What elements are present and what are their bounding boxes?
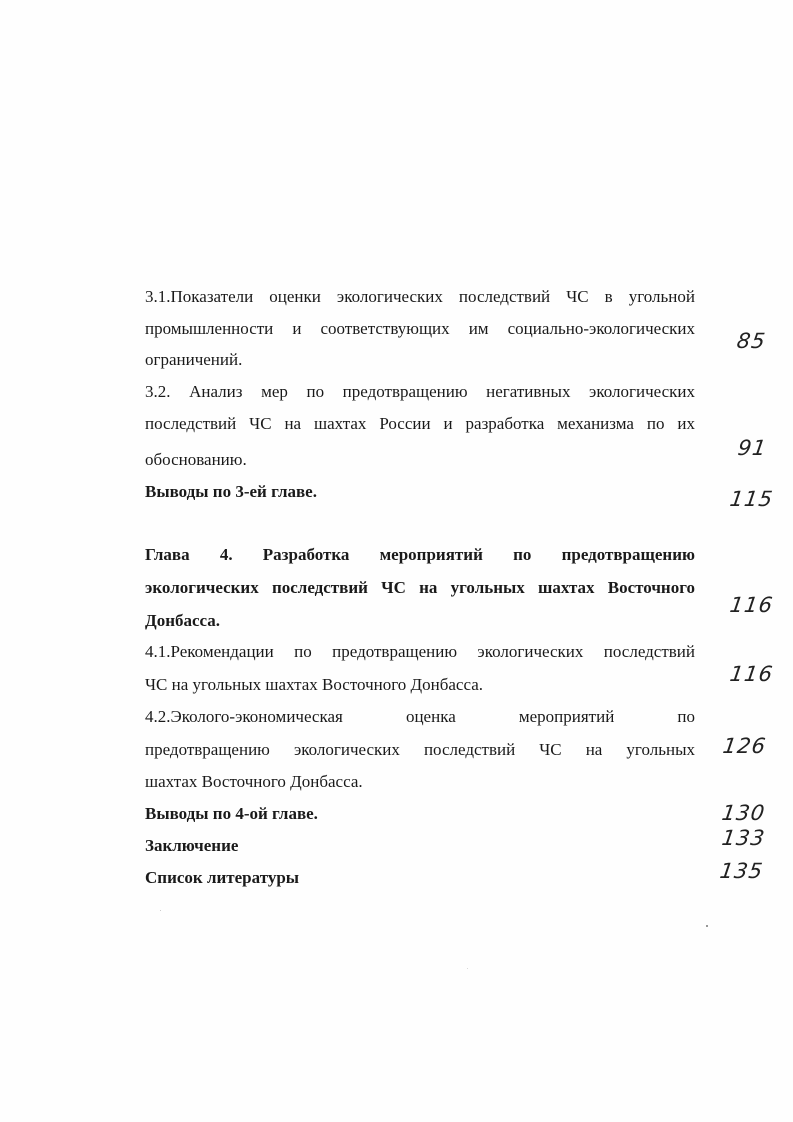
toc-4-1-line-2: ЧС на угольных шахтах Восточного Донбасса.: [145, 675, 484, 694]
toc-3-2-line-2: последствий ЧС на шахтах России и разработка механизма по их: [145, 414, 695, 433]
scan-speck: [706, 925, 708, 927]
scan-speck: [160, 910, 161, 911]
toc-chapter-4-line-1: Глава 4. Разработка мероприятий по предотвращению: [145, 545, 695, 564]
toc-4-2-line-2: предотвращению экологических последствий ЧС на угольных: [145, 740, 695, 759]
toc-conclusion-page-number: 133: [720, 826, 767, 850]
toc-4-2-line-1: 4.2.Эколого-экономическая оценка мероприятий по: [145, 707, 695, 726]
toc-chapter-4-line-2: экологических последствий ЧС на угольных шахтах Восточного: [145, 578, 695, 597]
toc-3-1-line-2: промышленности и соответствующих им социально-экологических: [145, 319, 695, 338]
toc-3-2-page-number: 91: [736, 436, 769, 460]
scan-speck: [467, 968, 468, 969]
toc-4-2-line-3: шахтах Восточного Донбасса.: [145, 772, 363, 791]
toc-conclusions-3: Выводы по 3-ей главе.: [145, 482, 317, 501]
toc-references-page-number: 135: [718, 859, 765, 883]
toc-references: Список литературы: [145, 868, 300, 887]
toc-conclusions-4: Выводы по 4-ой главе.: [145, 804, 318, 823]
toc-conclusions-4-page-number: 130: [720, 801, 767, 825]
toc-4-1-line-1: 4.1.Рекомендации по предотвращению экологических последствий: [145, 642, 695, 661]
toc-4-1-page-number: 116: [728, 662, 775, 686]
toc-3-2-line-1: 3.2. Анализ мер по предотвращению негативных экологических: [145, 382, 695, 401]
toc-conclusion: Заключение: [145, 836, 239, 855]
toc-conclusions-3-page-number: 115: [728, 487, 775, 511]
toc-3-1-line-1: 3.1.Показатели оценки экологических последствий ЧС в угольной: [145, 287, 695, 306]
toc-3-1-page-number: 85: [735, 329, 768, 353]
toc-chapter-4-page-number: 116: [728, 593, 775, 617]
toc-3-2-line-3: обоснованию.: [145, 450, 247, 469]
toc-4-2-page-number: 126: [721, 734, 768, 758]
toc-3-1-line-3: ограничений.: [145, 350, 243, 369]
toc-chapter-4-line-3: Донбасса.: [145, 611, 221, 630]
